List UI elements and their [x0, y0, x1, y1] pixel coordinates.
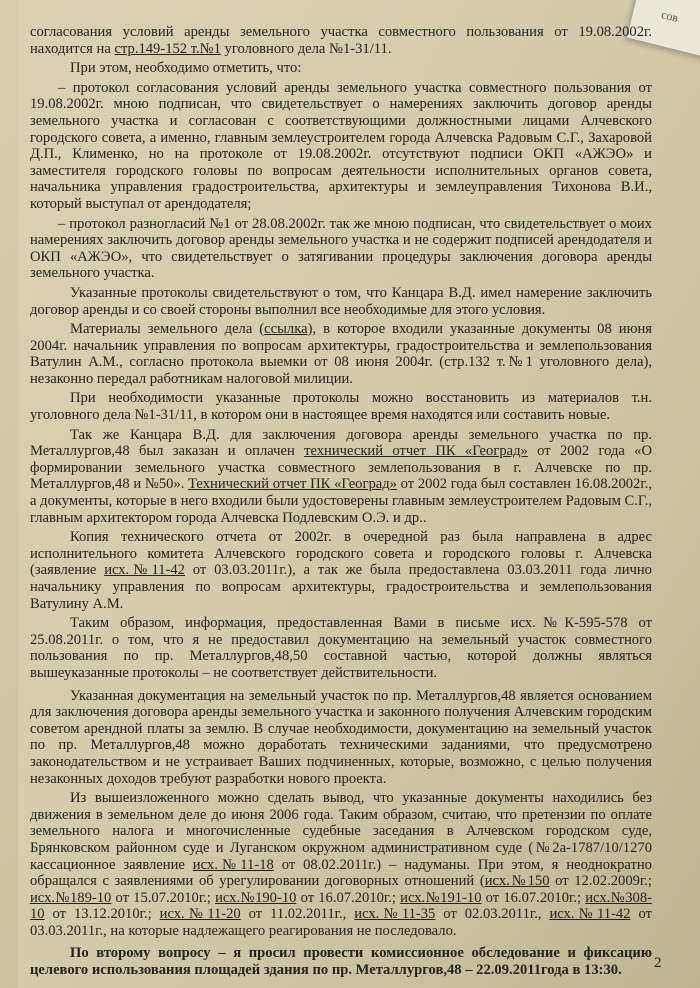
text-run: Из вышеизложенного можно сделать вывод, что указанные документы находились без движения в земельном деле до июня 2006 года. Таким образом, считаю, что претензии по оплате земельного налога и многочисленные судебные заседания в Алчевском городском суде, Брянковском районном суде и Луганском окружном административном суде (№2а-1787/10/1270 кассационное заявление [30, 790, 652, 873]
text-run: – протокол разногласий №1 от 28.08.2002г. так же мною подписан, что свидетельствует о моих намерениях заключить договор аренды земельного участка и не содержит подписей арендодателя и ОКП «АЖЭО», что свидетельствует о затягивании процедуры заключения договора аренды земельного участка. [30, 215, 652, 282]
paragraph [30, 688, 652, 788]
document-reference: исх.№189-10 [30, 889, 112, 906]
text-run: от 08.02.2011г.) – надуманы. При этом, я неоднократно обращался с заявлениями об урегулировании договорных отношений ( [30, 856, 652, 890]
paragraph [30, 529, 652, 612]
text-run: – протокол согласования условий аренды земельного участка совместного пользования от 19.08.2002г. мною подписан, что свидетельствует о намерениях заключить договор аренды земельного участка и согласован с соответствующими должностными лицами Алчевского городского совета, а именно, главным землеустроителем города Алчевска Радовым С.Г., Захаровой Д.П., Клименко, но на протоколе от 19.08.2002г. отсутствуют подписи ОКП «АЖЭО» и заместителя городского головы по вопросам деятельности исполнительных органов совета, начальника управления градостроительства, архитектуры и землеуправления Тихонова В.И., который выступал от арендодателя; [30, 79, 652, 212]
document-reference: Технический отчет ПК «Геоград» [188, 476, 397, 493]
paragraph [30, 216, 652, 282]
text-run: Указанные протоколы свидетельствуют о том, что Канцара В.Д. имел намерение заключить договор аренды и со своей стороны выполнил все необходимые для этого условия. [30, 284, 652, 318]
document-reference: исх.№190-10 [215, 889, 297, 906]
document-reference: ссылка [264, 321, 308, 338]
corner-text: сов [659, 7, 680, 25]
document-reference: исх.№150 [484, 873, 550, 890]
text-run: от 15.07.2010г.; [111, 889, 216, 906]
text-run: от 2002 года «О формировании земельного участка совместного землепользования в г. Алчевске по пр. Металлургов,48 и №50». [30, 443, 652, 493]
paragraph [30, 790, 652, 939]
text-run: Копия технического отчета от 2002г. в очередной раз была направлена в адрес исполнительного комитета Алчевского городского совета и городского головы г. Алчевска (заявление [30, 529, 652, 579]
text-run: ), в которое входили указанные документы 08 июня 2004г. начальник управления по вопросам архитектуры, градостроительства и землепользования Ватулин А.М., согласно протокола выемки от 08 июня 2004г. (стр.132 т.№1 уголовного дела), незаконно передал работникам налоговой милиции. [30, 321, 652, 387]
text-run: от 11.02.2011г., [240, 906, 355, 923]
paragraph [30, 285, 652, 318]
text-run: Указанная документация на земельный участок по пр. Металлургов,48 является основанием для заключения договора аренды земельного участка и законного получения Алчевским городским советом арендной платы за землю. В случае необходимости, документацию на земельный участок по пр. Металлургов,48 можно доработать техническими заданиями, что предусмотрено законодательством и не устраивает Ваших подчиненных, которые, возможно, с целью получения незаконных доходов требуют разработки нового проекта. [30, 687, 652, 787]
text-run: При этом, необходимо отметить, что: [70, 60, 302, 77]
paragraph [30, 80, 652, 213]
document-reference: технический отчет ПК «Геоград» [304, 443, 528, 460]
text-run: от 16.07.2010г.; [481, 889, 586, 906]
text-run: По второму вопросу – я просил провести комиссионное обследование и фиксацию целевого использования площадей здания по пр. Металлургов,48 – 22.09.2011года в 13:30. [30, 945, 652, 979]
text-run: от 13.12.2010г.; [44, 906, 160, 923]
document-reference: стр.149-152 т.№1 [114, 40, 221, 57]
paragraph [30, 321, 652, 387]
document-reference: исх.№11-42 [549, 906, 631, 923]
paragraph [30, 24, 652, 57]
text-run: от 02.03.2011г., [435, 906, 550, 923]
paragraph [30, 427, 652, 527]
paragraph [30, 615, 652, 681]
paragraph [30, 60, 652, 77]
paragraph [30, 390, 652, 423]
document-reference: исх.№11-42 [104, 562, 185, 579]
text-run: от 2002 года был составлен 16.08.2002г., а документы, которые в него входили были удостоверены главным землеустроителем Радовым С.Г., главным архитектором города Алчевска Подлевским О.Э. и др.. [30, 476, 652, 526]
document-reference: исх.№308-10 [30, 889, 652, 923]
text-run: согласования условий аренды земельного участка совместного пользования от 19.08.2002г. находится на [30, 24, 652, 57]
document-reference: исх.№191-10 [400, 889, 482, 906]
text-run: от 16.07.2010г.; [296, 889, 401, 906]
text-run: от 12.02.2009г.; [549, 873, 652, 890]
document-reference: исх.№11-20 [159, 906, 241, 923]
document-reference: исх.№11-18 [192, 856, 274, 873]
text-run: При необходимости указанные протоколы можно восстановить из материалов т.н. уголовного дела №1-31/11, в котором они в настоящее время находятся или составить новые. [30, 390, 652, 424]
text-run: от 03.03.2011г.), а так же была предоставлена 03.03.2011 года лично начальнику управления по вопросам архитектуры, градостроительства и землепользования Ватулину А.М. [30, 562, 652, 612]
paragraph [30, 945, 652, 978]
text-run: Материалы земельного дела ( [70, 321, 265, 338]
document-body [30, 24, 652, 982]
document-reference: исх.№11-35 [354, 906, 436, 923]
page-number: 2 [654, 955, 662, 971]
text-run: от 03.03.2011г., на которые надлежащего реагирования не последовало. [30, 906, 652, 939]
text-run: Так же Канцара В.Д. для заключения договора аренды земельного участка по пр. Металлургов,48 был заказан и оплачен [30, 426, 652, 460]
text-run: Таким образом, информация, предоставленная Вами в письме исх.№К-595-578 от 25.08.2011г. о том, что я не предоставил документацию на земельный участок совместного пользования по пр. Металлургов,48,50 составной частью, которой должны являться вышеуказанные протоколы – не соответствует действительности. [30, 615, 652, 681]
text-run: уголовного дела №1-31/11. [220, 40, 392, 57]
